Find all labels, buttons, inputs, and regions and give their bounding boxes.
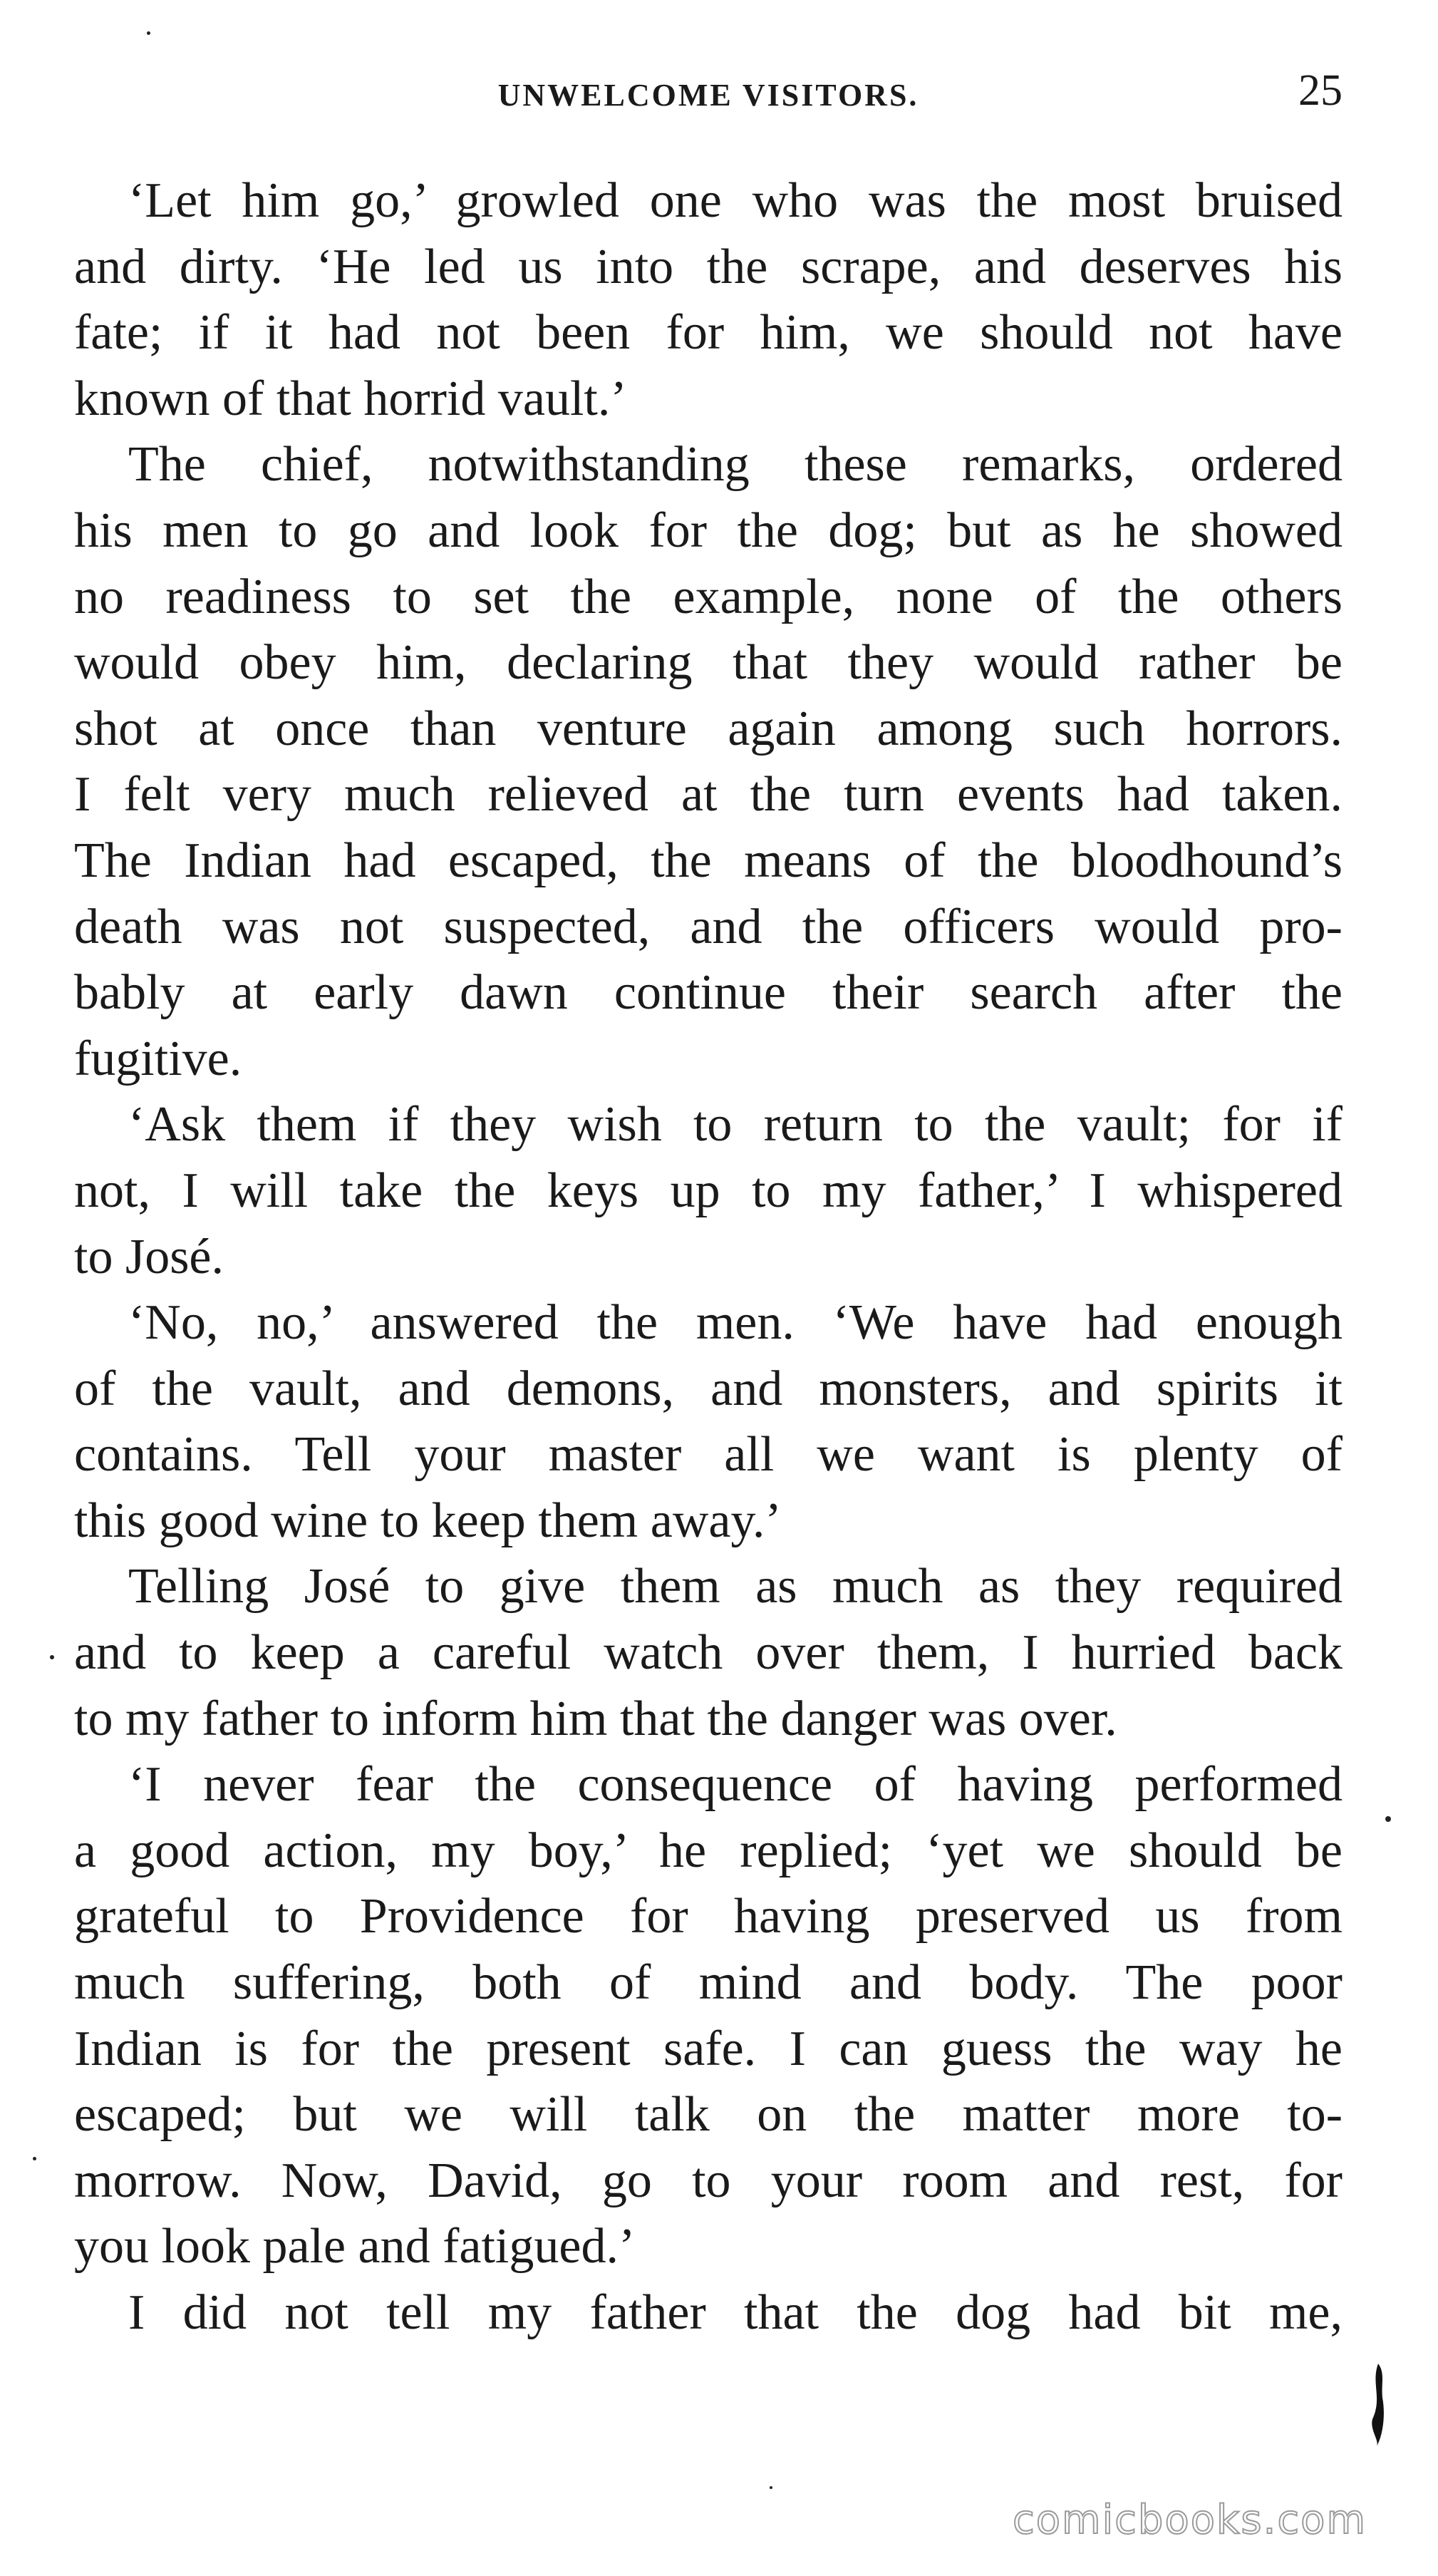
text-line: his men to go and look for the dog; but as he showed [74,503,1343,558]
text-line: contains. Tell your master all we want is plenty of [74,1427,1343,1483]
text-line: you look pale and fatigued.’ [74,2219,636,2274]
text-line: The Indian had escaped, the means of the bloodhound’s [74,833,1343,888]
text-line: I did not tell my father that the dog had bit me, [128,2285,1343,2340]
text-line: of the vault, and demons, and monsters, and spirits it [74,1361,1343,1416]
text-line: would obey him, declaring that they would rather be [74,635,1343,691]
text-line: to José. [74,1229,224,1284]
text-line: ‘Let him go,’ growled one who was the most bruised [128,173,1343,228]
text-line: this good wine to keep them away.’ [74,1493,782,1548]
text-line: Telling José to give them as much as they required [128,1559,1343,1614]
text-line: The chief, notwithstanding these remarks, ordered [128,437,1343,493]
text-line: morrow. Now, David, go to your room and rest, for [74,2153,1343,2208]
ink-speck [1385,1816,1391,1822]
text-line: known of that horrid vault.’ [74,371,627,426]
text-line: death was not suspected, and the officers would pro- [74,899,1343,954]
text-line: and to keep a careful watch over them, I hurried back [74,1625,1343,1681]
ink-smudge [1364,2362,1388,2448]
ink-speck [770,2486,772,2489]
running-header [74,66,1343,123]
text-line: ‘Ask them if they wish to return to the vault; for if [128,1097,1343,1153]
watermark: comicbooks.com [1012,2497,1367,2543]
text-line: fate; if it had not been for him, we should not have [74,305,1343,361]
ink-speck [147,31,150,35]
text-line: to my father to inform him that the danger was over. [74,1691,1117,1746]
page-number: 25 [1298,66,1343,115]
text-line: bably at early dawn continue their search after the [74,965,1343,1021]
text-line: ‘No, no,’ answered the men. ‘We have had enough [128,1295,1343,1351]
ink-speck [50,1655,54,1659]
text-line: not, I will take the keys up to my father,’ I whispered [74,1163,1343,1218]
text-line: escaped; but we will talk on the matter more to- [74,2087,1343,2143]
ink-speck [33,2157,36,2160]
text-line: I felt very much relieved at the turn events had taken. [74,767,1343,823]
body-text [74,168,1343,2346]
text-line: ‘I never fear the consequence of having performed [128,1757,1343,1813]
text-line: much suffering, both of mind and body. The poor [74,1955,1343,2011]
text-line: a good action, my boy,’ he replied; ‘yet we should be [74,1823,1343,1878]
text-line: fugitive. [74,1031,242,1086]
text-line: shot at once than venture again among such horrors. [74,701,1343,756]
text-line: grateful to Providence for having preserved us from [74,1889,1343,1944]
chapter-title: UNWELCOME VISITORS. [497,78,919,113]
text-line: and dirty. ‘He led us into the scrape, and deserves his [74,239,1343,294]
text-line: Indian is for the present safe. I can guess the way he [74,2021,1343,2076]
text-line: no readiness to set the example, none of the others [74,569,1343,624]
